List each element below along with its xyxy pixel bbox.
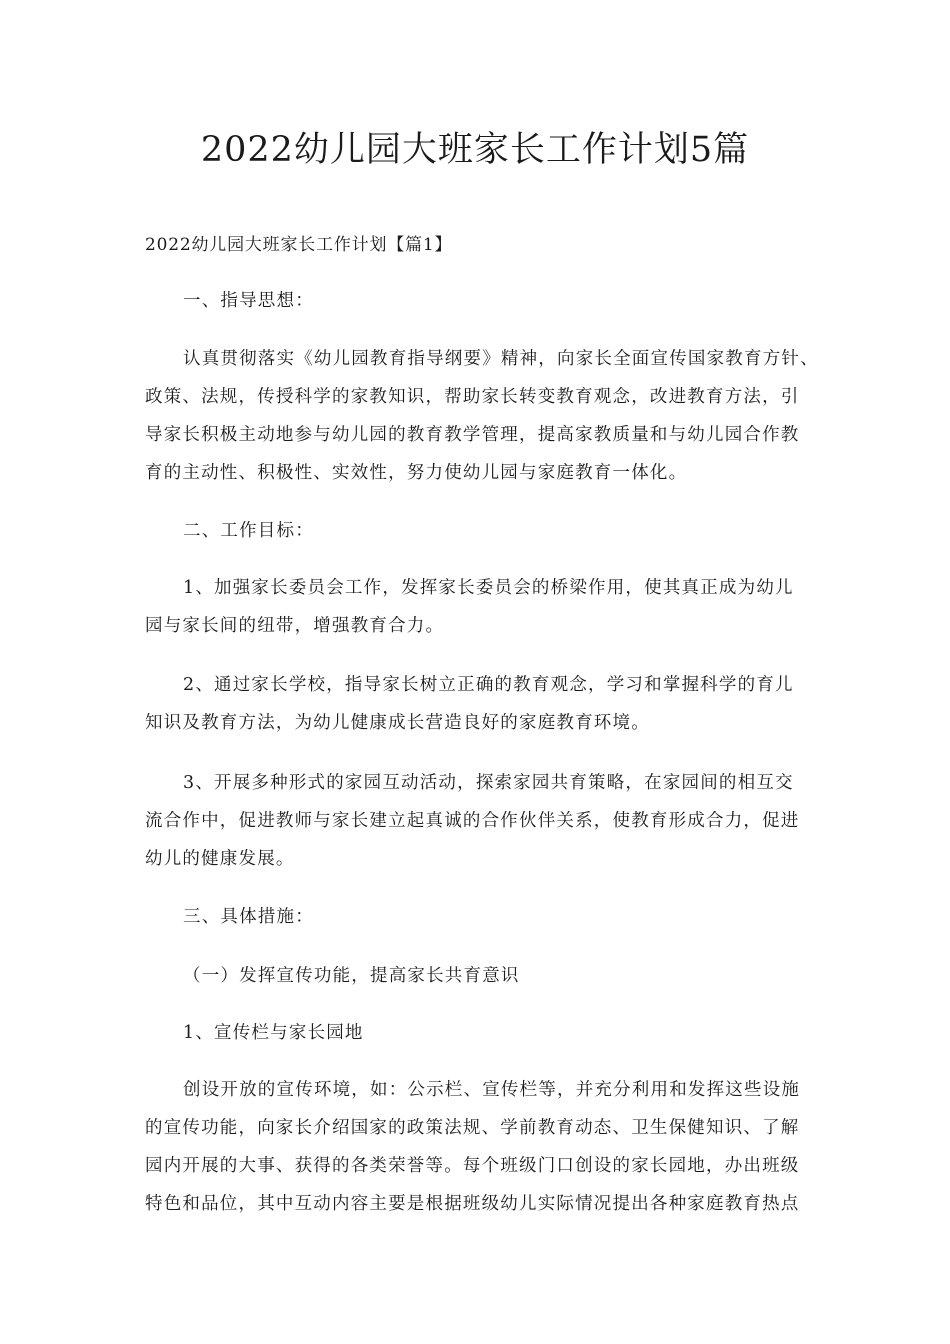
text-line: 流合作中，促进教师与家长建立起真诚的合作伙伴关系，使教育形成合力，促进 <box>145 811 800 831</box>
paragraph-goal-2 <box>145 666 807 742</box>
text-line: 园内开展的大事、获得的各类荣誉等。每个班级门口创设的家长园地，办出班级 <box>145 1156 800 1176</box>
text-line: 知识及教育方法，为幼儿健康成长营造良好的家庭教育环境。 <box>145 713 650 733</box>
text-line: 创设开放的宣传环境，如：公示栏、宣传栏等，并充分利用和发挥这些设施 <box>183 1080 801 1100</box>
text-line: 1、加强家长委员会工作，发挥家长委员会的桥梁作用，使其真正成为幼儿 <box>183 578 794 598</box>
text-line: 2、通过家长学校，指导家长树立正确的教育观念，学习和掌握科学的育儿 <box>183 675 794 695</box>
text-line: 幼儿的健康发展。 <box>145 849 295 869</box>
text-line: 育的主动性、积极性、实效性，努力使幼儿园与家庭教育一体化。 <box>145 463 688 483</box>
measure-heading-1: （一）发挥宣传功能，提高家长共育意识 <box>183 966 520 986</box>
paragraph-goal-1 <box>145 569 807 645</box>
section-heading-work-goals: 二、工作目标： <box>183 521 314 541</box>
text-line: 的宣传功能，向家长介绍国家的政策法规、学前教育动态、卫生保健知识、了解 <box>145 1118 800 1138</box>
paragraph-goal-3 <box>145 764 807 878</box>
text-line: 政策、法规，传授科学的家教知识，帮助家长转变教育观念，改进教育方法，引 <box>145 387 800 407</box>
document-title: 2022幼儿园大班家长工作计划5篇 <box>200 130 750 170</box>
section-heading-measures: 三、具体措施： <box>183 907 314 927</box>
text-line: 导家长积极主动地参与幼儿园的教育教学管理，提高家教质量和与幼儿园合作教 <box>145 425 800 445</box>
section-heading-guiding-ideology: 一、指导思想： <box>183 291 314 311</box>
text-line: 特色和品位，其中互动内容主要是根据班级幼儿实际情况提出各种家庭教育热点 <box>145 1194 800 1214</box>
paragraph-publicity <box>145 1071 807 1223</box>
item-heading-1: 1、宣传栏与家长园地 <box>183 1023 364 1043</box>
text-line: 园与家长间的纽带，增强教育合力。 <box>145 616 445 636</box>
text-line: 3、开展多种形式的家园互动活动，探索家园共育策略，在家园间的相互交 <box>183 773 794 793</box>
paragraph-guiding-ideology <box>145 340 819 492</box>
text-line: 认真贯彻落实《幼儿园教育指导纲要》精神，向家长全面宣传国家教育方针、 <box>183 349 819 369</box>
section-subtitle: 2022幼儿园大班家长工作计划【篇1】 <box>145 235 453 255</box>
